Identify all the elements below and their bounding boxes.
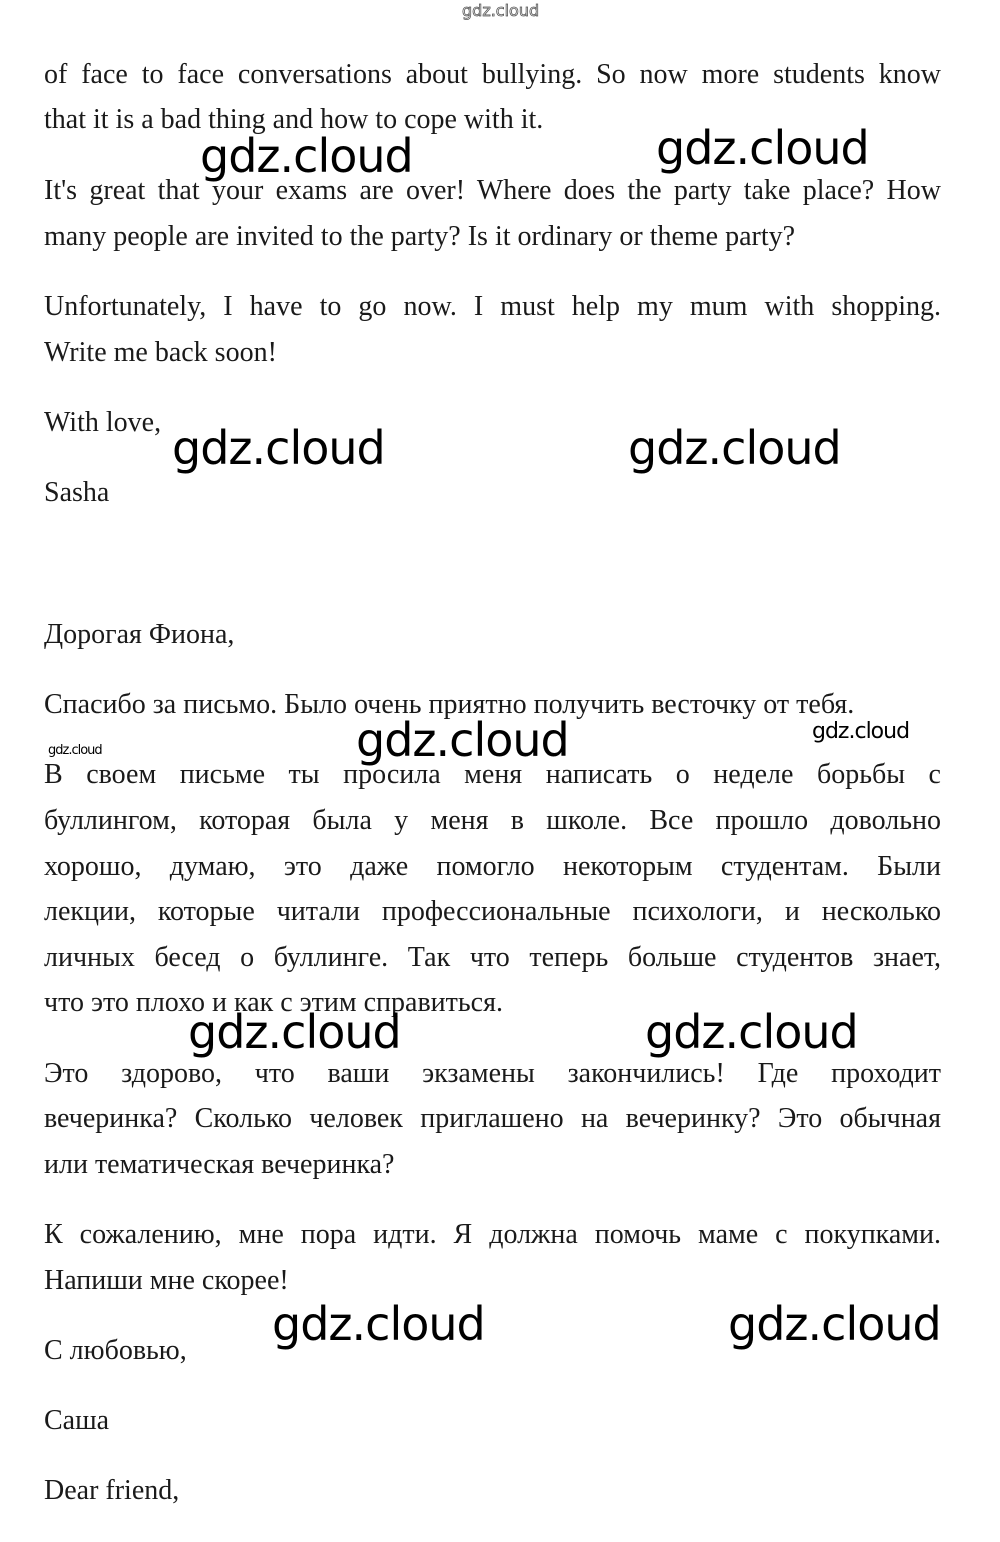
watermark-11: gdz.cloud (728, 1297, 941, 1351)
ru-p2-line-5: личных бесед о буллинге. Так что теперь больше студентов знает, (44, 942, 941, 973)
en-p3-line-1: Unfortunately, I have to go now. I must help my mum with shopping. (44, 291, 941, 322)
next-letter-greeting: Dear friend, (44, 1475, 180, 1506)
ru-p2-line-6: что это плохо и как с этим справиться. (44, 987, 503, 1018)
watermark-6: gdz.cloud (812, 719, 910, 744)
watermark-7: gdz.cloud (48, 743, 102, 758)
watermark-9: gdz.cloud (645, 1005, 858, 1059)
watermark-1: gdz.cloud (200, 129, 413, 183)
watermark-5: gdz.cloud (356, 713, 569, 767)
ru-p3-line-2: вечеринка? Сколько человек приглашено на вечеринку? Это обычная (44, 1103, 941, 1134)
watermark-10: gdz.cloud (272, 1297, 485, 1351)
watermark-2: gdz.cloud (656, 121, 869, 175)
watermark-8: gdz.cloud (188, 1005, 401, 1059)
ru-p2-line-4: лекции, которые читали профессиональные психологи, и несколько (44, 896, 941, 927)
watermark-top: gdz.cloud (462, 1, 540, 20)
ru-closing: С любовью, (44, 1335, 187, 1366)
en-p3-line-2: Write me back soon! (44, 337, 277, 368)
ru-p2-line-1: В своем письме ты просила меня написать о неделе борьбы с (44, 759, 941, 790)
en-p1-line-1: of face to face conversations about bullying. So now more students know (44, 59, 941, 90)
en-closing: With love, (44, 407, 162, 438)
ru-p2-line-2: буллингом, которая была у меня в школе. Все прошло довольно (44, 805, 941, 836)
ru-signature: Саша (44, 1405, 110, 1436)
ru-p4-line-1: К сожалению, мне пора идти. Я должна помочь маме с покупками. (44, 1219, 941, 1250)
watermark-3: gdz.cloud (172, 421, 385, 475)
watermark-4: gdz.cloud (628, 421, 841, 475)
ru-p3-line-3: или тематическая вечеринка? (44, 1149, 395, 1180)
en-p2-line-1: It's great that your exams are over! Where does the party take place? How (44, 175, 941, 206)
en-p2-line-2: many people are invited to the party? Is it ordinary or theme party? (44, 221, 796, 252)
ru-p4-line-2: Напиши мне скорее! (44, 1265, 289, 1296)
ru-p1: Спасибо за письмо. Было очень приятно получить весточку от тебя. (44, 689, 855, 720)
en-signature: Sasha (44, 477, 110, 508)
ru-greeting: Дорогая Фиона, (44, 619, 235, 650)
ru-p3-line-1: Это здорово, что ваши экзамены закончились! Где проходит (44, 1058, 941, 1089)
ru-p2-line-3: хорошо, думаю, это даже помогло некоторым студентам. Были (44, 851, 941, 882)
en-p1-line-2: that it is a bad thing and how to cope with it. (44, 104, 544, 135)
